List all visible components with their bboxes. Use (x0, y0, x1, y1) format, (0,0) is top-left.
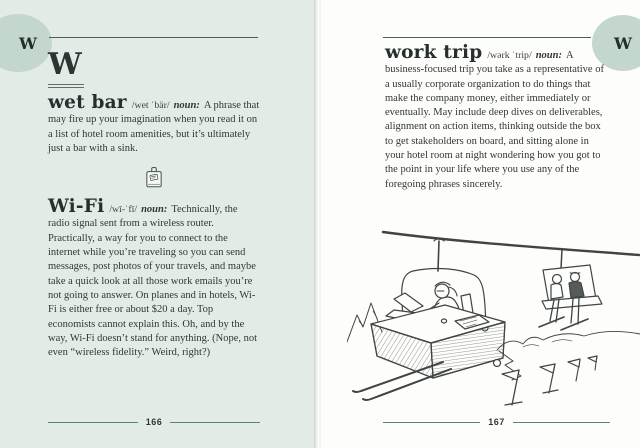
page-number: 167 (488, 417, 505, 427)
entry-part-of-speech: noun: (535, 50, 562, 61)
entry-headword: wet bar (48, 92, 127, 113)
entry-definition: A phrase that may fire up your imagination when you read it on a list of hotel room amenities, but it’s ultimately just a bar with a sink. (48, 100, 260, 154)
left-page (0, 0, 314, 448)
letter-tab-left (0, 14, 52, 72)
tab-letter-right: W (614, 33, 632, 53)
page-footer-right (383, 416, 610, 428)
entry-pronunciation: /wet ˈbär/ (131, 100, 170, 111)
folio-rule (383, 422, 480, 423)
tab-letter-left: W (19, 33, 37, 53)
entry-part-of-speech: noun: (141, 204, 168, 216)
top-rule-left (49, 37, 258, 38)
left-page-column (48, 48, 260, 360)
section-letter: W (48, 48, 84, 88)
folio-rule (170, 422, 260, 423)
right-page-column (385, 42, 609, 192)
entry-definition: A business-focused trip you take as a representative of a usually corporate organization to do things that make the company money, either immediately or eventually. May include deep dives on deliverables, alignment on action items, thinking outside the box to get stakeholders on board, and sitting alone in your hotel room at night wondering how you got to the point in your life where you use any of the foregoing phrases sincerely. (385, 50, 604, 190)
entry-wifi (48, 196, 260, 360)
page-number: 166 (145, 417, 163, 427)
page-footer-left (48, 416, 260, 428)
entry-part-of-speech: noun: (173, 100, 200, 111)
entry-divider (48, 164, 260, 196)
folio-rule (513, 422, 610, 423)
entry-definition: Technically, the radio signal sent from a wireless router. Practically, a way for you to connect to the internet while you’re traveling so you can send messages, post photos of your travels, and maybe take a quick look at all those work emails you’re not going to answer. On planes and in hotels, Wi-Fi is either free or about $20 a day. Top economists cannot explain this. Oh, and by the way, Wi-Fi doesn’t stand for anything. (Nope, not even “wireless fidelity.” Weird, right?) (48, 204, 258, 359)
suitcase-icon (143, 179, 165, 196)
folio-rule (48, 422, 138, 423)
entry-wet-bar (48, 92, 260, 156)
entry-pronunciation: /wərk ˈtrip/ (487, 50, 532, 61)
book-gutter (314, 0, 321, 448)
entry-work-trip (385, 42, 609, 192)
entry-headword: Wi-Fi (48, 196, 105, 218)
right-page (321, 0, 640, 448)
ski-lift-desk-illustration (347, 229, 640, 407)
entry-headword: work trip (385, 42, 483, 63)
top-rule-right (383, 37, 591, 38)
entry-pronunciation: /wī-ˈfī/ (109, 204, 138, 216)
